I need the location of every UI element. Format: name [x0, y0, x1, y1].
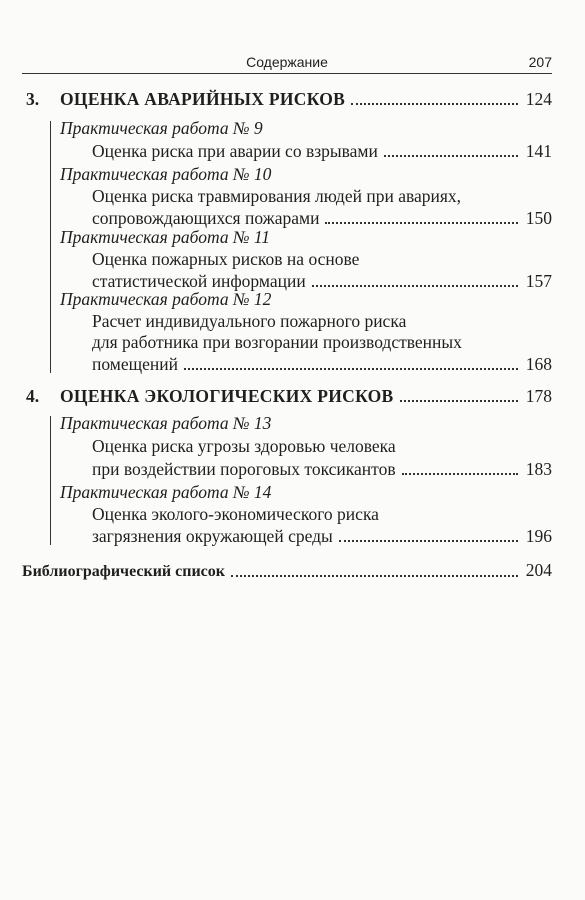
- leader-dots: [184, 368, 518, 370]
- practical-work-title-line: Оценка эколого-экономического риска: [92, 504, 379, 524]
- chapter-line: [60, 88, 552, 110]
- practical-work-page: 141: [525, 141, 552, 161]
- practical-work-label: Практическая работа № 10: [60, 164, 272, 184]
- practical-work-label: Практическая работа № 14: [60, 482, 272, 502]
- chapter-number: 4.: [26, 386, 40, 406]
- practical-work-title-line: Оценка риска травмирования людей при авариях,: [92, 186, 462, 206]
- leader-dots: [339, 540, 518, 542]
- leader-dots: [400, 400, 518, 402]
- practical-work-title: статистической информации: [92, 271, 306, 291]
- practical-work-title: при воздействии пороговых токсикантов: [92, 459, 396, 479]
- page-number: 207: [528, 54, 552, 70]
- practical-work-title-line: Расчет индивидуального пожарного риска: [92, 311, 407, 331]
- practical-work-page: 196: [525, 526, 552, 546]
- chapter-title: ОЦЕНКА АВАРИЙНЫХ РИСКОВ: [60, 89, 346, 109]
- practical-work-line: [92, 525, 552, 547]
- practical-work-title: загрязнения окружающей среды: [92, 526, 333, 546]
- section-bracket: [50, 416, 51, 545]
- practical-work-line: [92, 458, 552, 480]
- leader-dots: [351, 103, 518, 105]
- practical-work-label: Практическая работа № 13: [60, 413, 272, 433]
- running-header-title: Содержание: [246, 54, 328, 70]
- practical-work-title: помещений: [92, 354, 178, 374]
- chapter-page: 124: [525, 89, 552, 109]
- leader-dots: [312, 285, 518, 287]
- leader-dots: [325, 222, 518, 224]
- practical-work-label: Практическая работа № 12: [60, 289, 272, 309]
- bibliography-title: Библиографический список: [22, 563, 225, 580]
- chapter-page: 178: [525, 386, 552, 406]
- section-bracket: [50, 121, 51, 373]
- bibliography-page: 204: [525, 560, 552, 580]
- leader-dots: [384, 155, 518, 157]
- practical-work-line: [92, 140, 552, 162]
- bibliography-line: [22, 559, 552, 583]
- leader-dots: [402, 473, 518, 475]
- practical-work-title: сопровождающихся пожарами: [92, 208, 320, 228]
- practical-work-title-line: Оценка риска угрозы здоровью человека: [92, 436, 396, 456]
- practical-work-page: 157: [525, 271, 552, 291]
- chapter-line: [60, 385, 552, 407]
- practical-work-title: Оценка риска при аварии со взрывами: [92, 141, 378, 161]
- practical-work-line: [92, 353, 552, 375]
- practical-work-title-line: Оценка пожарных рисков на основе: [92, 249, 360, 269]
- chapter-title: ОЦЕНКА ЭКОЛОГИЧЕСКИХ РИСКОВ: [60, 386, 394, 406]
- leader-dots: [231, 575, 518, 577]
- practical-work-label: Практическая работа № 11: [60, 227, 271, 247]
- practical-work-page: 168: [525, 354, 552, 374]
- practical-work-label: Практическая работа № 9: [60, 118, 263, 138]
- practical-work-page: 183: [525, 459, 552, 479]
- practical-work-page: 150: [525, 208, 552, 228]
- chapter-number: 3.: [26, 89, 40, 109]
- practical-work-title-line: для работника при возгорании производственных: [92, 332, 462, 352]
